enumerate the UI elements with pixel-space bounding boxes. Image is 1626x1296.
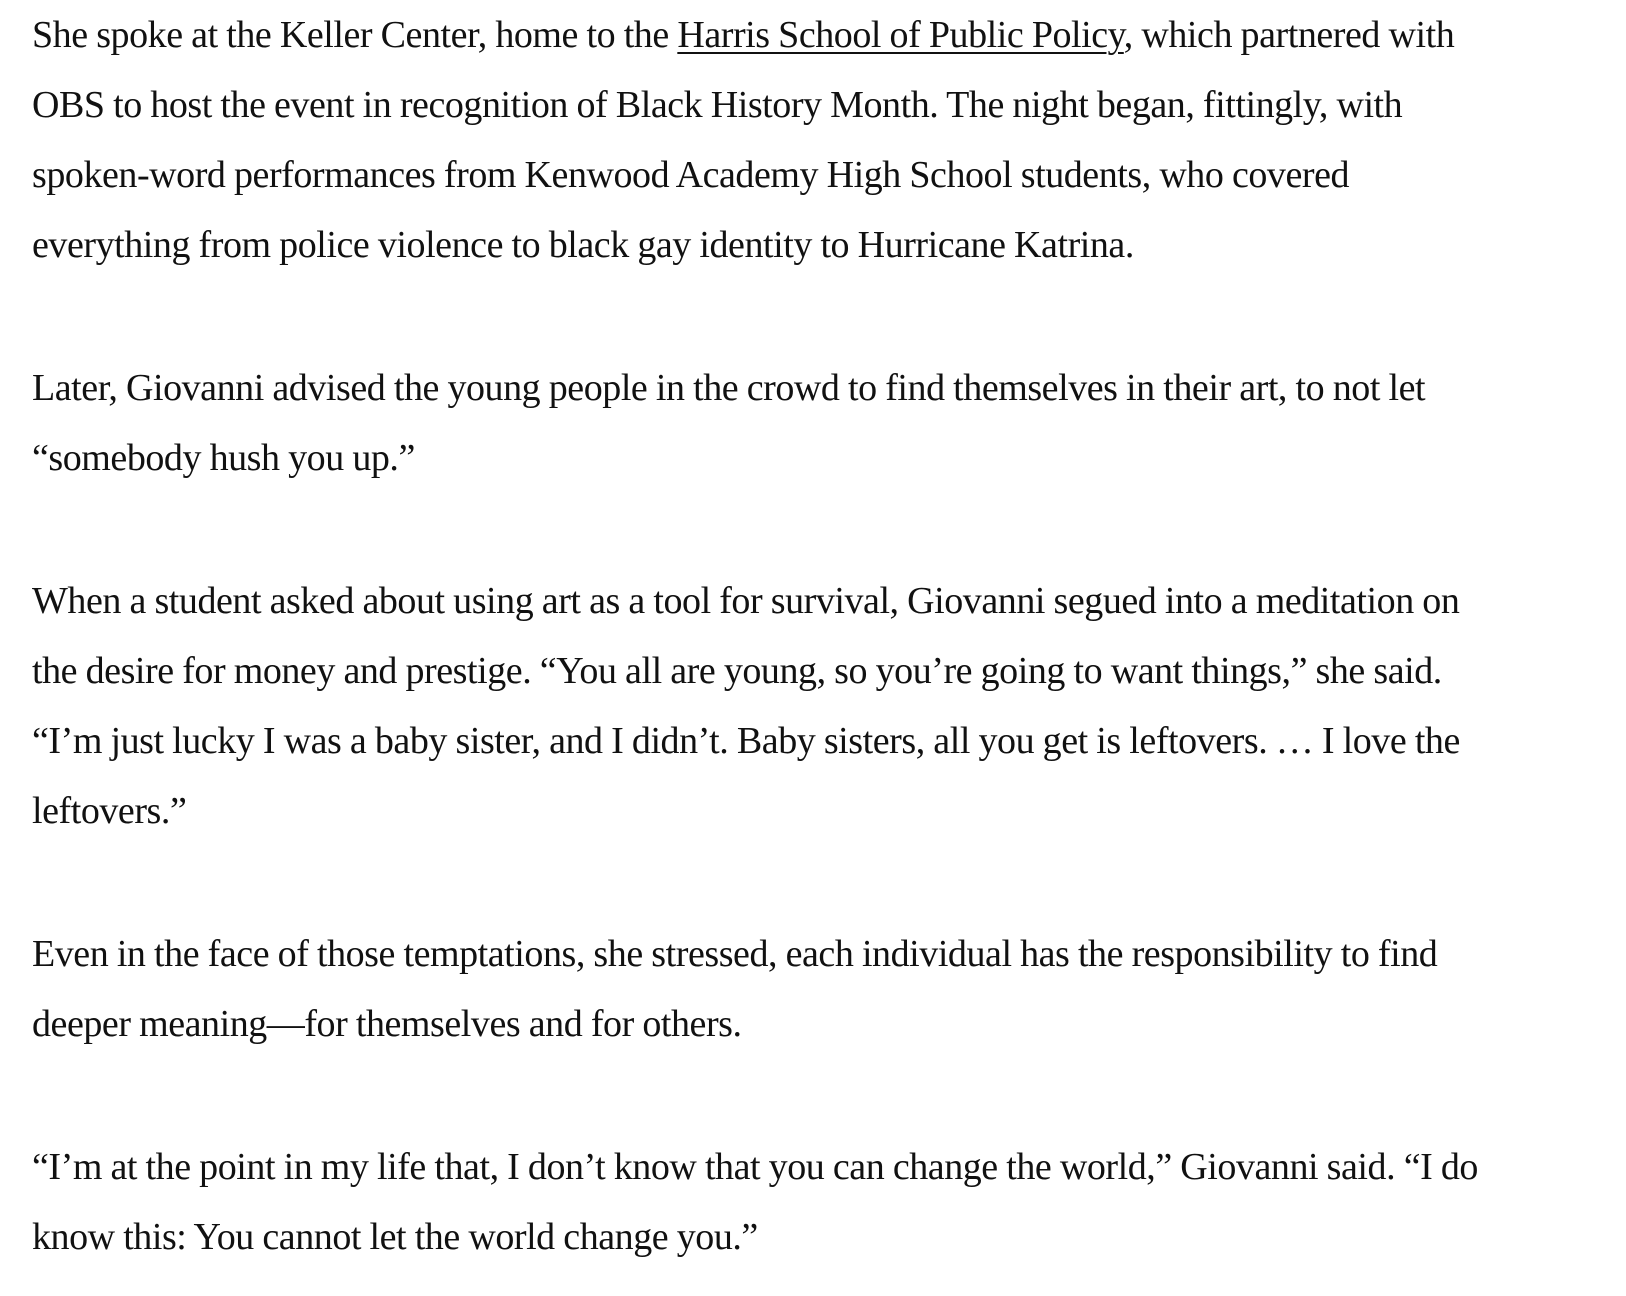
paragraph-spacer (32, 493, 1620, 566)
paragraph-survival (32, 566, 1620, 846)
text-line: OBS to host the event in recognition of Black History Month. The night began, fittingly, with (32, 84, 1403, 126)
text-line: leftovers.” (32, 790, 187, 832)
paragraph-keller-center (32, 0, 1620, 280)
text-line: spoken-word performances from Kenwood Academy High School students, who covered (32, 154, 1350, 196)
text-line: the desire for money and prestige. “You all are young, so you’re going to want things,” she said. (32, 650, 1442, 692)
text-line (32, 0, 1620, 70)
text-line: When a student asked about using art as a tool for survival, Giovanni segued into a meditation on (32, 580, 1460, 622)
paragraph-temptations (32, 919, 1620, 1059)
text-line: “somebody hush you up.” (32, 437, 415, 479)
text-line: Even in the face of those temptations, she stressed, each individual has the responsibility to find (32, 933, 1438, 975)
article-body (32, 0, 1620, 1272)
text-line: know this: You cannot let the world change you.” (32, 1216, 758, 1258)
paragraph-spacer (32, 846, 1620, 919)
text-line: deeper meaning—for themselves and for others. (32, 1003, 742, 1045)
paragraph-change-world (32, 1132, 1620, 1272)
text-line: everything from police violence to black gay identity to Hurricane Katrina. (32, 224, 1134, 266)
paragraph-spacer (32, 280, 1620, 353)
text-line: “I’m just lucky I was a baby sister, and I didn’t. Baby sisters, all you get is leftovers. … I love the (32, 720, 1460, 762)
text-segment: , which partnered with (1123, 14, 1455, 56)
text-line: “I’m at the point in my life that, I don’t know that you can change the world,” Giovanni said. “I do (32, 1146, 1478, 1188)
text-line: Later, Giovanni advised the young people in the crowd to find themselves in their art, to not let (32, 367, 1426, 409)
harris-school-link[interactable]: Harris School of Public Policy (677, 14, 1124, 56)
text-segment: She spoke at the Keller Center, home to the (32, 14, 678, 56)
paragraph-spacer (32, 1059, 1620, 1132)
paragraph-advice (32, 353, 1620, 493)
